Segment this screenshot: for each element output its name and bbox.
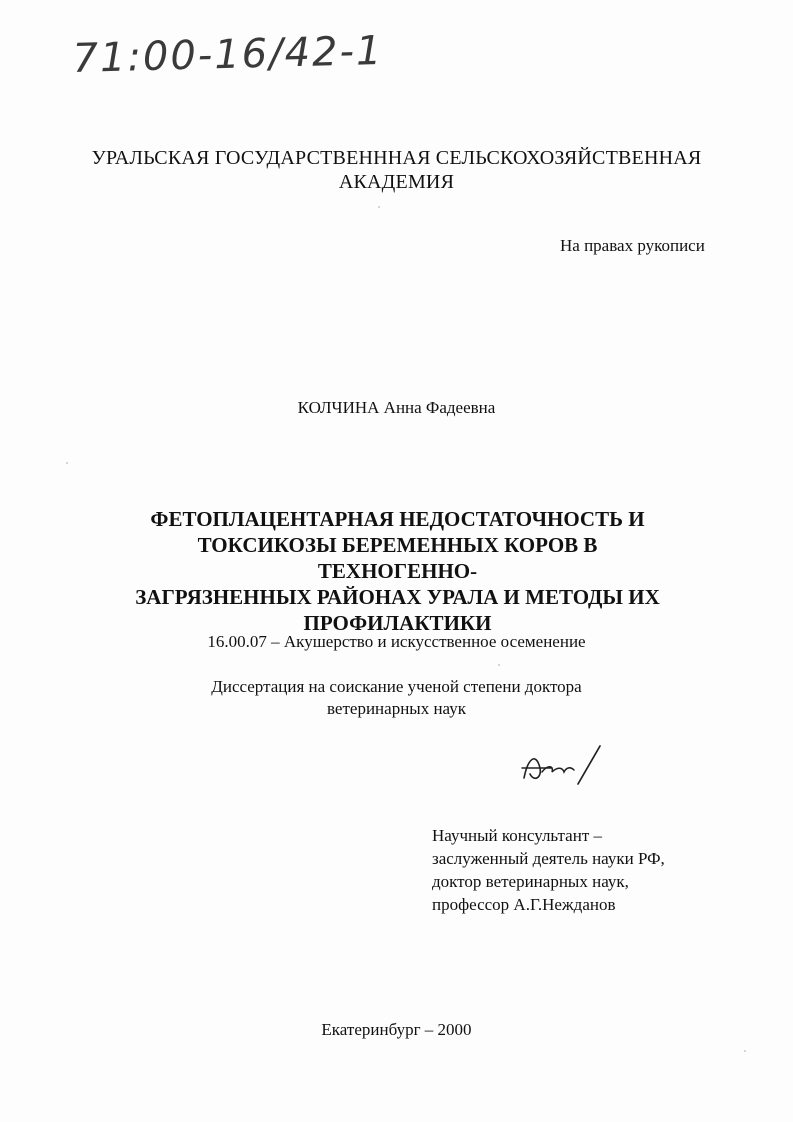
dissertation-title [120,506,675,636]
scan-speck [66,462,68,464]
title-line-4: ПРОФИЛАКТИКИ [303,611,492,635]
organization-line-2: АКАДЕМИЯ [338,171,455,193]
title-line-3: ЗАГРЯЗНЕННЫХ РАЙОНАХ УРАЛА И МЕТОДЫ ИХ [135,585,660,609]
place-and-year: Екатеринбург – 2000 [321,1020,472,1039]
scan-speck [378,206,380,208]
consultant-line-3: доктор ветеринарных наук, [432,872,629,891]
rights-note: На правах рукописи [560,236,705,255]
scan-speck [498,664,500,666]
degree-statement [0,676,793,720]
scientific-consultant [432,824,665,916]
degree-line-1: Диссертация на соискание ученой степени доктора [211,677,582,696]
consultant-line-4: профессор А.Г.Нежданов [432,895,616,914]
consultant-line-1: Научный консультант – [432,826,602,845]
consultant-line-2: заслуженный деятель науки РФ, [432,849,665,868]
scan-speck [744,1050,746,1052]
degree-line-2: ветеринарных наук [327,699,466,718]
specialty-code: 16.00.07 – Акушерство и искусственное осеменение [207,632,586,651]
archive-stamp: 71:00-16/42-1 [72,27,384,82]
author-name: КОЛЧИНА Анна Фадеевна [297,398,496,417]
title-line-2: ТОКСИКОЗЫ БЕРЕМЕННЫХ КОРОВ В ТЕХНОГЕННО- [197,533,598,583]
handwritten-signature [518,738,608,792]
organization-name [0,146,793,194]
organization-line-1: УРАЛЬСКАЯ ГОСУДАРСТВЕНННАЯ СЕЛЬСКОХОЗЯЙСТВЕННАЯ [91,147,702,169]
title-line-1: ФЕТОПЛАЦЕНТАРНАЯ НЕДОСТАТОЧНОСТЬ И [150,507,645,531]
